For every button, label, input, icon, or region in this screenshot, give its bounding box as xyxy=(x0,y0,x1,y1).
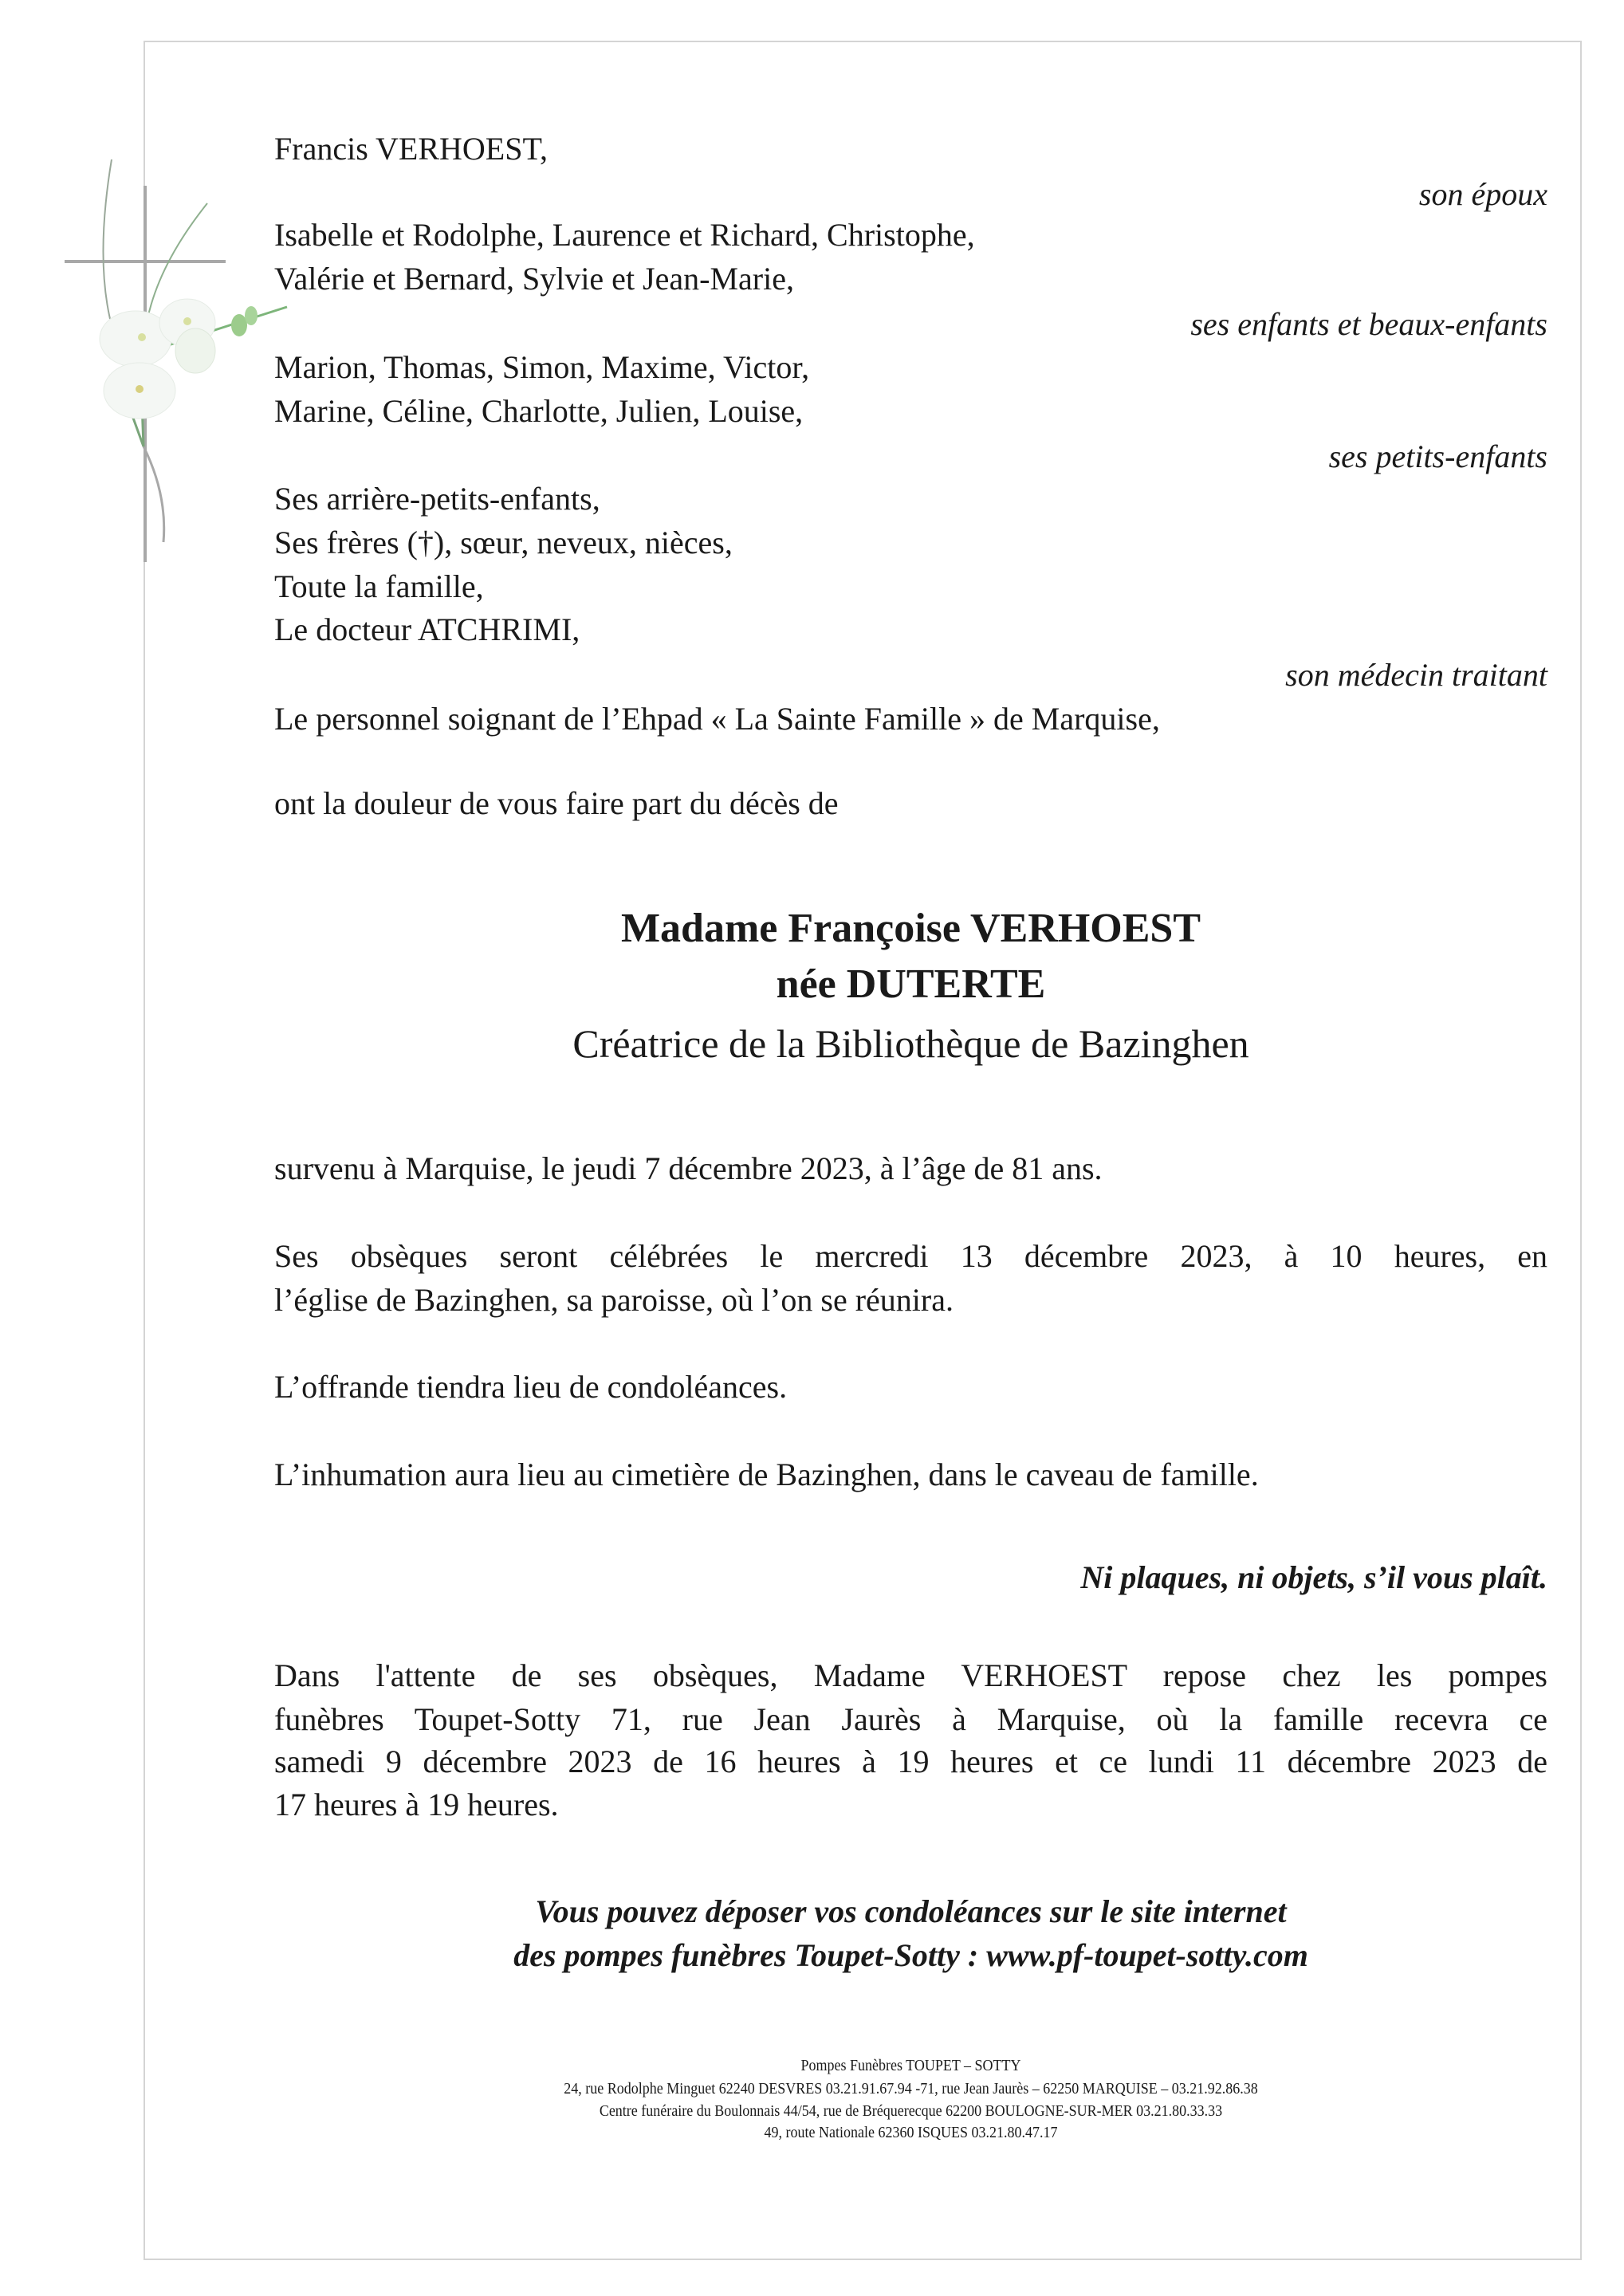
condolences-line-2: des pompes funèbres Toupet-Sotty : www.pf-toupet-sotty.com xyxy=(513,1937,1308,1973)
condolences-line-1: Vous pouvez déposer vos condoléances sur le site internet xyxy=(535,1893,1287,1929)
funeral-line-2: l’église de Bazinghen, sa paroisse, où l’on se réunira. xyxy=(274,1282,954,1318)
children-line-1: Isabelle et Rodolphe, Laurence et Richard, Christophe, xyxy=(274,217,975,253)
children-line-2: Valérie et Bernard, Sylvie et Jean-Marie, xyxy=(274,261,794,297)
role-husband: son époux xyxy=(1418,176,1547,212)
role-grandchildren: ses petits-enfants xyxy=(1328,438,1547,474)
deceased-maiden-name: née DUTERTE xyxy=(776,961,1046,1007)
footer-address-1: 24, rue Rodolphe Minguet 62240 DESVRES 03.21.91.67.94 -71, rue Jean Jaurès – 62250 MARQUISE – 03.21.92.86.38 xyxy=(564,2080,1258,2097)
care-staff: Le personnel soignant de l’Ehpad « La Sainte Famille » de Marquise, xyxy=(274,701,1160,737)
great-grandchildren: Ses arrière-petits-enfants, xyxy=(274,481,600,517)
role-children: ses enfants et beaux-enfants xyxy=(1190,306,1547,342)
cross-orchid-icon xyxy=(48,159,303,606)
deceased-title: Créatrice de la Bibliothèque de Bazinghen xyxy=(572,1021,1249,1066)
visit-line-4: 17 heures à 19 heures. xyxy=(274,1787,559,1822)
siblings: Ses frères (†), sœur, neveux, nièces, xyxy=(274,525,733,560)
footer-address-2: Centre funéraire du Boulonnais 44/54, rue de Bréquerecque 62200 BOULOGNE-SUR-MER 03.21.80.33.33 xyxy=(599,2102,1223,2120)
deceased-name: Madame Françoise VERHOEST xyxy=(620,906,1201,951)
husband-name: Francis VERHOEST, xyxy=(274,131,548,167)
offering: L’offrande tiendra lieu de condoléances. xyxy=(274,1369,788,1405)
funeral-line-1: Ses obsèques seront célébrées le mercredi 13 décembre 2023, à 10 heures, en xyxy=(274,1238,1547,1274)
whole-family: Toute la famille, xyxy=(274,568,484,604)
footer-address-3: 49, route Nationale 62360 ISQUES 03.21.80.47.17 xyxy=(764,2124,1058,2141)
announcement-intro: ont la douleur de vous faire part du décès de xyxy=(274,785,839,821)
death-details: survenu à Marquise, le jeudi 7 décembre 2023, à l’âge de 81 ans. xyxy=(274,1150,1103,1186)
burial: L’inhumation aura lieu au cimetière de Bazinghen, dans le caveau de famille. xyxy=(274,1457,1259,1492)
visit-line-2: funèbres Toupet-Sotty 71, rue Jean Jaurès à Marquise, où la famille recevra ce xyxy=(274,1701,1547,1737)
role-doctor: son médecin traitant xyxy=(1285,657,1547,693)
no-plaques-notice: Ni plaques, ni objets, s’il vous plaît. xyxy=(1080,1559,1547,1595)
grandchildren-line-2: Marine, Céline, Charlotte, Julien, Louise, xyxy=(274,393,804,429)
footer-company: Pompes Funèbres TOUPET – SOTTY xyxy=(800,2057,1021,2074)
grandchildren-line-1: Marion, Thomas, Simon, Maxime, Victor, xyxy=(274,349,810,385)
visit-line-3: samedi 9 décembre 2023 de 16 heures à 19 heures et ce lundi 11 décembre 2023 de xyxy=(274,1744,1547,1779)
doctor: Le docteur ATCHRIMI, xyxy=(274,611,580,647)
visit-line-1: Dans l'attente de ses obsèques, Madame VERHOEST repose chez les pompes xyxy=(274,1657,1547,1693)
